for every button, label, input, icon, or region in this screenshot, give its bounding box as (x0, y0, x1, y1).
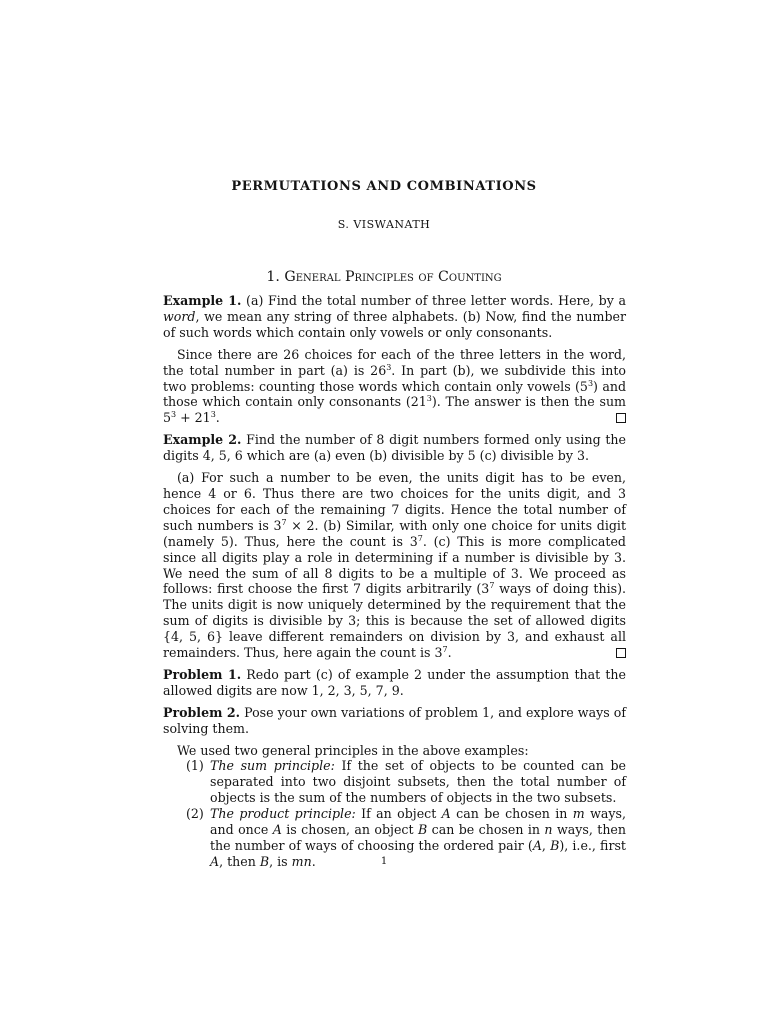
exponent: 3 (386, 362, 392, 372)
qed-box-icon (616, 413, 626, 423)
math-var: m (572, 806, 585, 822)
math-var: B (259, 853, 270, 869)
text-span: ) and those which contain only consonants (21 (163, 378, 627, 410)
text-span: If an object (355, 806, 442, 822)
list-item (163, 758, 626, 806)
example-1-statement (163, 293, 626, 341)
body-text (163, 293, 626, 870)
text-span: . In part (b), we subdivide this into two problems: counting those words which contain only vowels (5 (163, 362, 626, 394)
text-span: (a) Find the total number of three letter words. Here, by a (241, 293, 626, 308)
text-span: Find the number of 8 digit numbers formed only using the digits 4, 5, 6 which are (a) even (b) divisible by 5 (c) divisible by 3. (163, 432, 626, 464)
text-span: (a) For such a number to be even, the units digit has to be even, hence 4 or 6. Thus there are two choices for the units digit, and 3 choices for each of the remaining 7 digits. Hence the total number of such numbers is 3 (163, 470, 626, 533)
exponent: 7 (442, 645, 448, 655)
section-title: General Principles of Counting (284, 269, 502, 285)
text-span: ), i.e., first (559, 838, 626, 853)
text-span: , is (269, 853, 292, 869)
text-span: , we mean any string of three alphabets. (b) Now, find the number of such words which contain only vowels or only consonants. (163, 308, 626, 340)
text-span: ). The answer is then the sum 5 (163, 394, 626, 426)
math-var: mn (291, 853, 312, 869)
text-span: ways, and once (210, 806, 626, 838)
list-number: (1) (186, 758, 204, 774)
text-span: If the set of objects to be counted can be separated into two disjoint subsets, then the total number of objects is the sum of the numbers of objects in the two subsets. (210, 758, 627, 806)
math-var: B (550, 838, 560, 853)
math-var: A (272, 822, 282, 838)
author-name: S. VISWANATH (337, 218, 431, 231)
text-span: can be chosen in (450, 806, 573, 822)
text-span: is chosen, an object (281, 822, 418, 838)
principles-list (163, 758, 626, 869)
exponent: 3 (210, 410, 216, 420)
example-2-label: Example 2. (163, 432, 242, 448)
example-2-solution (163, 470, 626, 661)
emphasis-word: word (163, 308, 196, 324)
text-span: . (311, 853, 316, 869)
problem-2 (163, 705, 626, 737)
list-number: (2) (186, 806, 204, 822)
text-span: Redo part (c) of example 2 under the assumption that the allowed digits are now 1, 2, 3, 5, 7, 9. (163, 666, 626, 698)
exponent: 3 (171, 410, 177, 420)
example-1-label: Example 1. (163, 293, 242, 308)
text-span: , then (219, 853, 260, 869)
text-span: Since there are 26 choices for each of the three letters in the word, the total number in part (a) is 26 (163, 346, 626, 378)
exponent: 3 (587, 378, 594, 388)
exponent: 3 (426, 394, 432, 404)
text-span: . (215, 410, 220, 426)
text-span: . (447, 645, 452, 661)
page-number: 1 (380, 856, 388, 867)
text-span: × 2. (b) Similar, with only one choice for units digit (namely 5). Thus, here the count is 3 (163, 517, 627, 549)
exponent: 7 (281, 517, 287, 527)
text-span: Pose your own variations of problem 1, and explore ways of solving them. (163, 704, 626, 736)
text-span: + 21 (176, 410, 211, 426)
text-span: , (541, 838, 551, 853)
exponent: 7 (489, 581, 495, 591)
principles-intro: We used two general principles in the above examples: (177, 742, 529, 758)
section-heading (0, 269, 768, 285)
example-1-solution (163, 347, 626, 427)
section-number: 1. (266, 269, 280, 285)
text-span: can be chosen in (427, 822, 545, 838)
problem-1-label: Problem 1. (163, 666, 242, 682)
text-span: . (c) This is more complicated since all digits play a role in determining if a number is divisible by 3. We need the sum of all 8 digits to be a multiple of 3. We proceed as follows: first choose the first 7 digits arbitrarily (3 (163, 533, 626, 597)
math-var: A (210, 853, 220, 869)
exponent: 7 (417, 533, 423, 543)
problem-2-label: Problem 2. (163, 704, 241, 720)
math-var: A (441, 806, 451, 822)
text-span: ways of doing this). The units digit is now uniquely determined by the requirement that the sum of digits is divisible by 3; this is because the set of allowed digits {4, 5, 6} leave different remainders on division by 3, and exhaust all remainders. Thus, here again the count is 3 (163, 581, 627, 661)
paper-title: PERMUTATIONS AND COMBINATIONS (231, 179, 537, 194)
example-2-statement (163, 432, 626, 464)
math-var: B (417, 822, 428, 838)
text-span: ways, then the number of ways of choosing the ordered pair ( (210, 822, 626, 853)
principle-name: The product principle: (210, 806, 356, 822)
math-var: A (532, 838, 542, 853)
math-var: n (544, 822, 553, 838)
qed-box-icon (616, 648, 626, 658)
principle-name: The sum principle: (210, 758, 335, 774)
problem-1 (163, 667, 626, 699)
